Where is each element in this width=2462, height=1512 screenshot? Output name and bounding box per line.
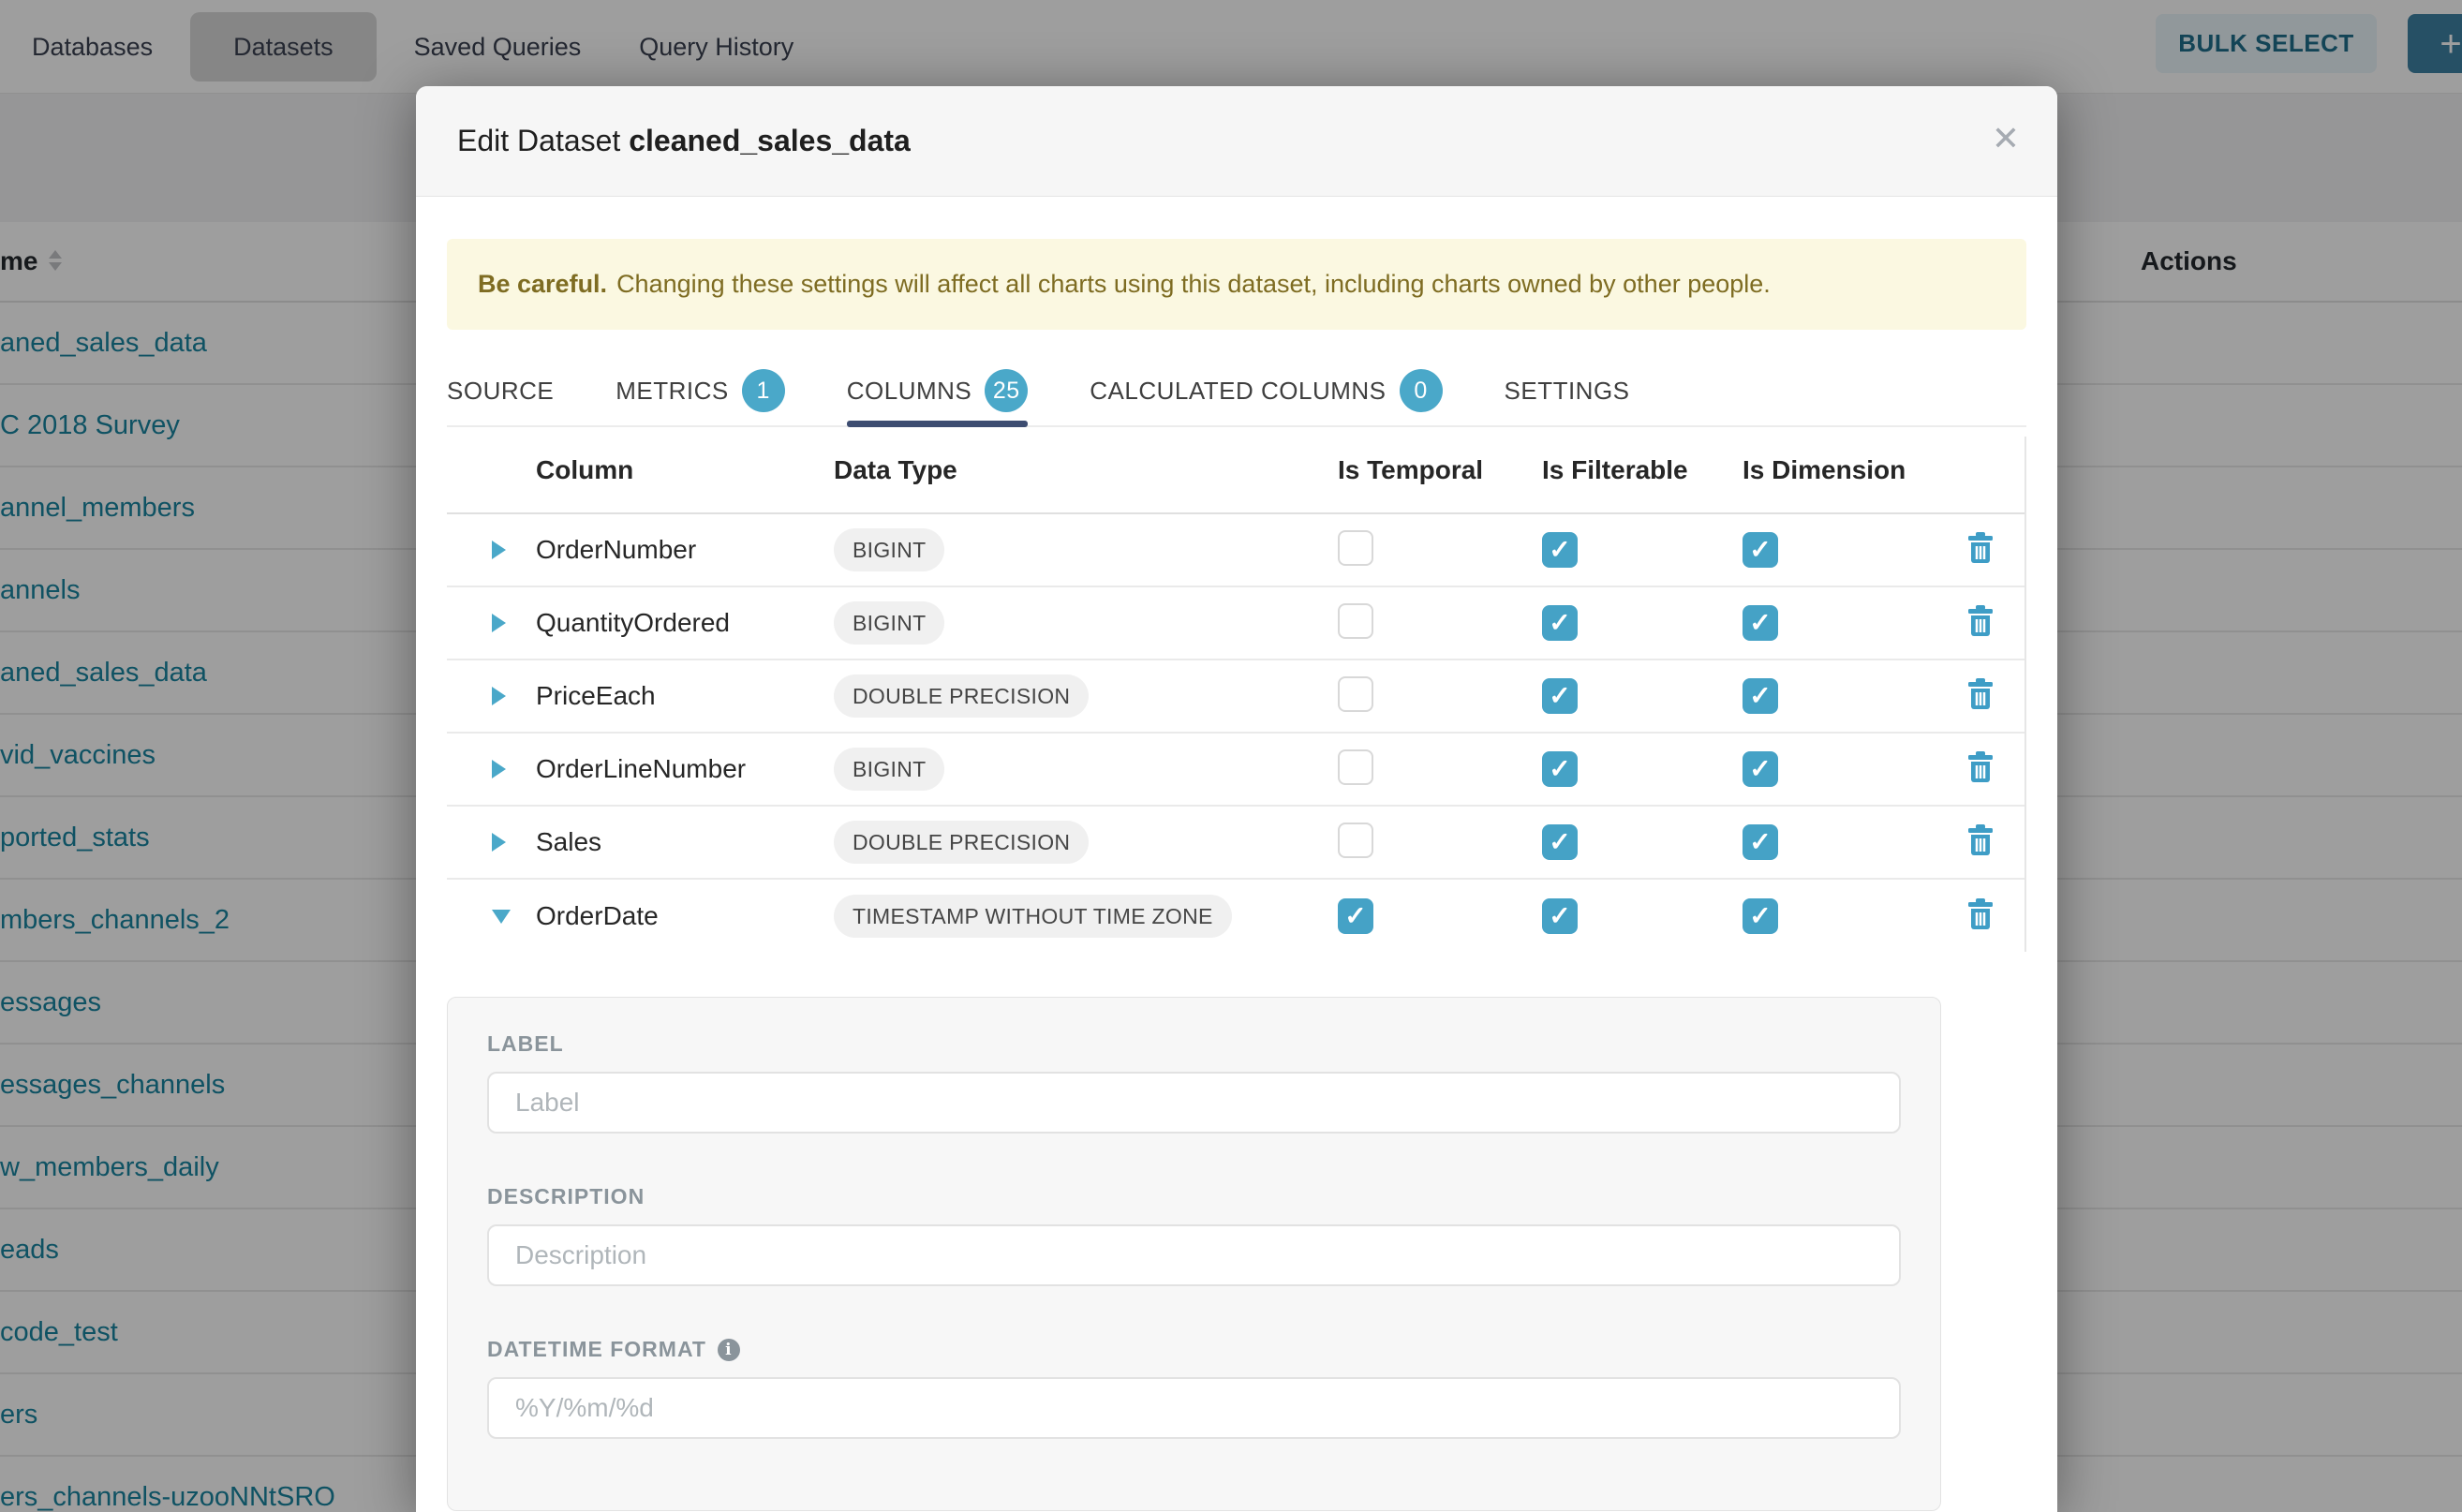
dataset-link[interactable]: aned_sales_data: [0, 327, 207, 358]
trash-icon: [1966, 532, 1995, 564]
is-temporal-header: Is Temporal: [1338, 454, 1484, 484]
column-name: Sales: [536, 827, 602, 856]
is-filterable-header: Is Filterable: [1542, 454, 1688, 484]
column-detail-panel: [447, 997, 1941, 1511]
unchecked-checkbox[interactable]: [1338, 749, 1373, 785]
dataset-link[interactable]: code_test: [0, 1316, 118, 1347]
column-name: PriceEach: [536, 681, 656, 710]
unchecked-checkbox[interactable]: [1338, 530, 1373, 566]
tab-settings[interactable]: [1505, 356, 1630, 425]
checked-checkbox[interactable]: ✓: [1542, 605, 1578, 641]
trash-icon: [1966, 605, 1995, 637]
tab-label: METRICS: [616, 376, 729, 405]
label-input[interactable]: [487, 1072, 1901, 1134]
checked-checkbox[interactable]: ✓: [1542, 678, 1578, 714]
delete-column-button[interactable]: [1966, 605, 1995, 642]
unchecked-checkbox[interactable]: [1338, 676, 1373, 712]
nav-item-databases[interactable]: Databases: [32, 32, 154, 61]
tab-count-badge: 25: [985, 369, 1028, 412]
trash-icon: [1966, 678, 1995, 710]
trash-icon: [1966, 751, 1995, 783]
nav-item-saved-queries[interactable]: Saved Queries: [413, 32, 582, 61]
info-icon[interactable]: i: [718, 1339, 740, 1361]
column-name: QuantityOrdered: [536, 608, 730, 637]
delete-column-button[interactable]: [1966, 898, 1995, 935]
column-row-quantityordered: [447, 587, 2026, 660]
modal-title-dataset-name: cleaned_sales_data: [629, 124, 911, 157]
description-field-label: DESCRIPTION: [487, 1184, 645, 1208]
dataset-link[interactable]: w_members_daily: [0, 1151, 219, 1182]
modal-title: [457, 124, 911, 158]
expand-caret-icon[interactable]: [492, 760, 506, 778]
data-type-pill: BIGINT: [834, 601, 944, 645]
checked-checkbox[interactable]: ✓: [1743, 605, 1778, 641]
label-field: [487, 1031, 1901, 1134]
dataset-link[interactable]: essages_channels: [0, 1069, 226, 1100]
column-row-orderlinenumber: [447, 734, 2026, 807]
label-field-label: LABEL: [487, 1031, 564, 1056]
dataset-link[interactable]: ers_channels-uzooNNtSRO: [0, 1481, 335, 1512]
unchecked-checkbox[interactable]: [1338, 603, 1373, 639]
trash-icon: [1966, 898, 1995, 930]
column-header: Column: [536, 454, 634, 484]
tab-label: SETTINGS: [1504, 376, 1630, 405]
checked-checkbox[interactable]: ✓: [1743, 751, 1778, 787]
warning-banner: [447, 239, 2026, 330]
dataset-link[interactable]: aned_sales_data: [0, 657, 207, 688]
data-type-pill: DOUBLE PRECISION: [834, 674, 1089, 718]
columns-table: [447, 427, 2026, 953]
description-input[interactable]: [487, 1224, 1901, 1286]
scroll-divider: [2024, 437, 2026, 952]
tab-count-badge: 1: [742, 369, 785, 412]
tab-columns[interactable]: [847, 356, 1029, 425]
expand-caret-icon[interactable]: [492, 614, 506, 632]
column-row-priceeach: [447, 660, 2026, 734]
columns-table-header: [447, 427, 2026, 514]
datetime-format-field: [487, 1337, 1901, 1439]
data-type-pill: BIGINT: [834, 528, 944, 571]
tab-calculated-columns[interactable]: [1090, 356, 1442, 425]
nav-item-query-history[interactable]: Query History: [639, 32, 794, 61]
checked-checkbox[interactable]: ✓: [1743, 532, 1778, 568]
dataset-link[interactable]: mbers_channels_2: [0, 904, 230, 935]
add-dataset-button[interactable]: +: [2408, 14, 2462, 73]
tab-label: COLUMNS: [846, 376, 972, 405]
close-icon[interactable]: ✕: [1991, 119, 2020, 157]
unchecked-checkbox[interactable]: [1338, 823, 1373, 858]
data-type-pill: DOUBLE PRECISION: [834, 821, 1089, 864]
datetime-format-field-label: DATETIME FORMAT i: [487, 1337, 1901, 1362]
dataset-link[interactable]: annels: [0, 574, 81, 605]
tab-label: CALCULATED COLUMNS: [1090, 376, 1387, 405]
checked-checkbox[interactable]: ✓: [1542, 532, 1578, 568]
name-column-header[interactable]: me: [0, 246, 38, 275]
tab-label: SOURCE: [447, 376, 555, 405]
datetime-format-input[interactable]: [487, 1377, 1901, 1439]
column-row-orderdate: [447, 880, 2026, 953]
delete-column-button[interactable]: [1966, 751, 1995, 788]
nav-item-datasets[interactable]: Datasets: [190, 12, 377, 82]
warning-banner-text: Changing these settings will affect all charts using this dataset, including charts owned by other people.: [616, 270, 1771, 298]
data-type-header: Data Type: [834, 454, 957, 484]
dataset-link[interactable]: C 2018 Survey: [0, 409, 180, 440]
checked-checkbox[interactable]: ✓: [1743, 824, 1778, 860]
data-type-pill: TIMESTAMP WITHOUT TIME ZONE: [834, 895, 1232, 938]
column-name: OrderNumber: [536, 535, 697, 564]
checked-checkbox[interactable]: ✓: [1542, 824, 1578, 860]
modal-header: [416, 86, 2057, 197]
edit-dataset-modal: [416, 86, 2057, 1512]
modal-tabs: [447, 356, 2026, 427]
dataset-link[interactable]: essages: [0, 986, 102, 1017]
expand-caret-icon[interactable]: [492, 833, 506, 852]
actions-column-header: Actions: [2141, 246, 2237, 275]
modal-body: [416, 197, 2057, 1511]
dataset-link[interactable]: annel_members: [0, 492, 195, 523]
modal-title-prefix: Edit Dataset: [457, 124, 621, 157]
checked-checkbox[interactable]: ✓: [1743, 678, 1778, 714]
warning-banner-bold: Be careful.: [478, 270, 608, 298]
tab-count-badge: 0: [1400, 369, 1443, 412]
column-row-ordernumber: [447, 514, 2026, 587]
expand-caret-icon[interactable]: [492, 541, 506, 559]
delete-column-button[interactable]: [1966, 532, 1995, 569]
tab-metrics[interactable]: [616, 356, 785, 425]
data-type-pill: BIGINT: [834, 748, 944, 791]
column-name: OrderDate: [536, 901, 659, 930]
delete-column-button[interactable]: [1966, 678, 1995, 715]
dataset-link[interactable]: vid_vaccines: [0, 739, 156, 770]
dataset-link[interactable]: ers: [0, 1399, 38, 1430]
checked-checkbox[interactable]: ✓: [1542, 751, 1578, 787]
checked-checkbox[interactable]: ✓: [1338, 898, 1373, 934]
bulk-select-button[interactable]: BULK SELECT: [2156, 14, 2377, 73]
tab-source[interactable]: [447, 356, 554, 425]
collapse-caret-icon[interactable]: [492, 910, 511, 924]
column-name: OrderLineNumber: [536, 754, 747, 783]
dataset-link[interactable]: ported_stats: [0, 822, 150, 852]
column-row-sales: [447, 807, 2026, 880]
expand-caret-icon[interactable]: [492, 687, 506, 705]
description-field: [487, 1184, 1901, 1286]
dataset-link[interactable]: eads: [0, 1234, 59, 1265]
checked-checkbox[interactable]: ✓: [1743, 898, 1778, 934]
delete-column-button[interactable]: [1966, 824, 1995, 861]
is-dimension-header: Is Dimension: [1743, 454, 1906, 484]
trash-icon: [1966, 824, 1995, 856]
checked-checkbox[interactable]: ✓: [1542, 898, 1578, 934]
